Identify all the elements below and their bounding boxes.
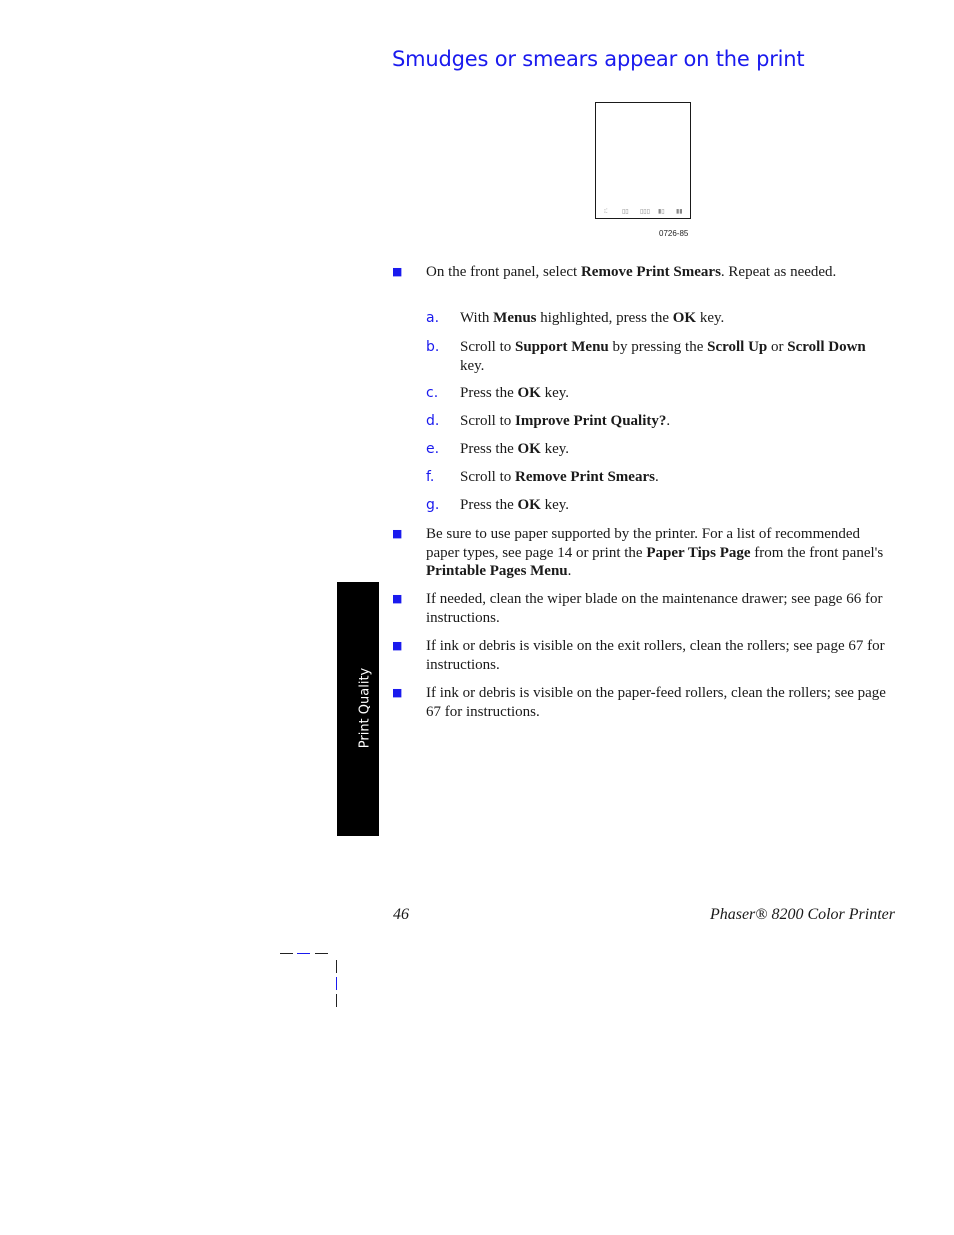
smudge-mark: ▯▯▯ [640,208,650,215]
bullet-marker: ■ [392,639,403,652]
bullet-text [426,684,892,721]
text-run: Scroll to [460,469,515,485]
product-name: Phaser® 8200 Color Printer [709,906,895,923]
step-letter: b. [426,339,440,355]
crop-mark [336,994,337,1007]
bold-term: OK [517,441,541,457]
text-run: from the front panel's [750,544,884,561]
crop-mark [315,953,328,954]
bullet-marker: ■ [392,686,403,699]
text-run: key. [696,310,725,326]
text-run: key. [540,385,570,401]
bold-term: OK [517,497,541,513]
bold-term: Support Menu [515,339,609,355]
text-run: . [654,469,659,485]
step-text [460,338,892,375]
smudge-mark: ▯▯ [622,208,629,215]
step-letter: d. [426,413,440,429]
bold-term: Paper Tips Page [646,544,751,561]
text-run: highlighted, press the [536,310,673,326]
step-letter: c. [426,385,439,401]
crop-mark [336,960,337,973]
step-text [460,412,892,431]
text-run: If ink or debris is visible on the paper-feed rollers, clean the rollers; see page 67 for instructions. [426,685,886,720]
smudge-mark: ▮▮ [676,208,683,215]
text-run: key. [460,357,485,374]
step-text [460,384,892,403]
step-letter: e. [426,441,440,457]
bullet-text [426,263,892,282]
bullet-text [426,590,892,627]
text-run: . Repeat as needed. [720,264,837,280]
text-run: Be sure to use paper supported by the printer. For a list of recommended paper types, see page 14 or print the [426,526,861,561]
bullet-marker: ■ [392,592,403,605]
step-text [460,496,892,515]
text-run: With [460,310,494,326]
bold-term: OK [672,310,697,326]
text-run: key. [540,441,570,457]
step-letter: f. [426,469,435,485]
step-letter: a. [426,310,440,326]
bold-term: Menus [493,310,537,326]
text-run: Press the [460,385,518,401]
step-text [460,468,892,487]
bold-term: Remove Print Smears [515,469,655,485]
text-run: Press the [460,497,518,513]
bullet-text [426,525,892,581]
bold-term: Improve Print Quality? [515,413,667,429]
page-title: Smudges or smears appear on the print [392,47,805,71]
crop-mark [336,977,337,990]
bullet-marker: ■ [392,265,403,278]
text-run: or [767,339,788,355]
text-run: . [666,413,671,429]
text-run: key. [540,497,570,513]
smudge-mark: ⁝⁚ [604,208,608,215]
bullet-marker: ■ [392,527,403,540]
step-text [460,440,892,459]
bold-term: OK [517,385,541,401]
text-run: Press the [460,441,518,457]
text-run: On the front panel, select [426,264,581,280]
text-run: Scroll to [460,339,515,355]
text-run: by pressing the [608,339,708,355]
section-tab-label: Print Quality [357,667,373,749]
text-run: Scroll to [460,413,515,429]
text-run: . [567,563,572,579]
bold-term: Scroll Down [787,339,866,355]
figure-id-label: 0726-85 [659,229,689,238]
bold-term: Scroll Up [707,339,768,355]
page-number: 46 [393,906,409,923]
text-run: If needed, clean the wiper blade on the maintenance drawer; see page 66 for instructions. [426,591,883,626]
bold-term: Printable Pages Menu [426,563,568,579]
text-run: If ink or debris is visible on the exit rollers, clean the rollers; see page 67 for instructions. [426,638,885,673]
step-text [460,309,892,328]
bullet-text [426,637,892,674]
bold-term: Remove Print Smears [580,264,721,280]
print-sample-figure [595,102,691,219]
crop-mark [280,953,293,954]
crop-mark [297,953,310,954]
smudge-mark: ▮▯ [658,208,665,215]
step-letter: g. [426,497,440,513]
